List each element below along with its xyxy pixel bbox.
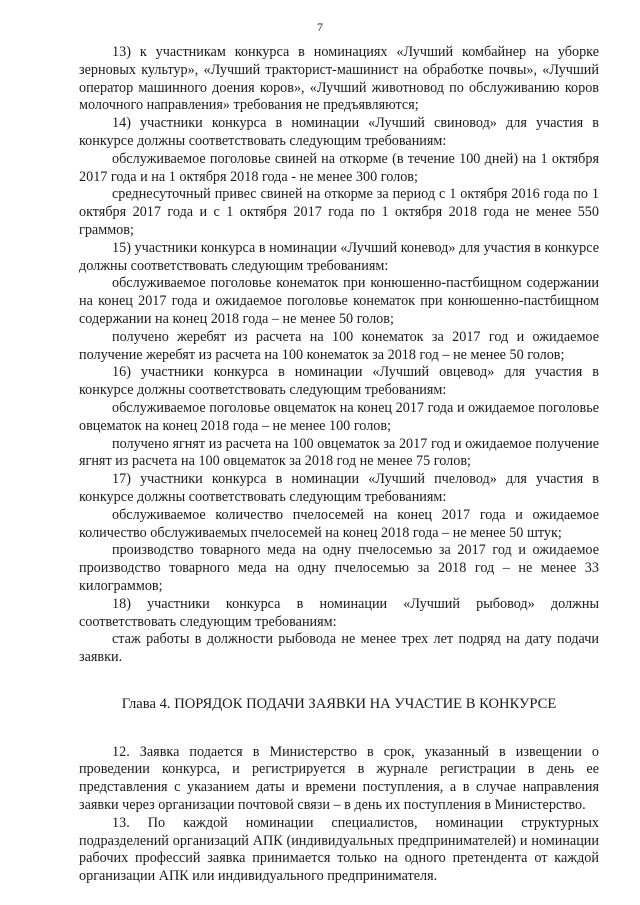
clause-18-paragraph: 18) участники конкурса в номинации «Лучший рыбовод» должны соответствовать следующим требованиям: bbox=[79, 595, 599, 630]
chapter-heading: Глава 4. ПОРЯДОК ПОДАЧИ ЗАЯВКИ НА УЧАСТИЕ В КОНКУРСЕ bbox=[121, 695, 557, 712]
lamb-yield-requirement: получено ягнят из расчета на 100 овцематок за 2017 год и ожидаемое получение ягнят из расчета на 100 овцематок за 2018 год не менее 75 голов; bbox=[79, 435, 599, 470]
clause-16-paragraph: 16) участники конкурса в номинации «Лучший овцевод» для участия в конкурсе должны соответствовать следующим требованиям: bbox=[79, 364, 599, 399]
fish-farmer-experience-requirement: стаж работы в должности рыбовода не менее трех лет подряд на дату подачи заявки. bbox=[79, 631, 599, 666]
foal-yield-requirement: получено жеребят из расчета на 100 конематок за 2017 год и ожидаемое получение жеребят из расчета на 100 конематок за 2018 год – не менее 50 голов; bbox=[79, 328, 599, 363]
clause-13-paragraph: 13) к участникам конкурса в номинациях «Лучший комбайнер на уборке зерновых культур», «Лучший тракторист-машинист на обработке почвы», «Лучший оператор машинного доения коров», «Лучший животновод по обслуживанию коров молочного направления» требования не предъявляются; bbox=[79, 44, 599, 114]
bee-colony-requirement: обслуживаемое количество пчелосемей на конец 2017 года и ожидаемое количество обслуживаемых пчелосемей на конец 2018 года – не менее 50 штук; bbox=[79, 506, 599, 541]
pig-herd-requirement: обслуживаемое поголовье свиней на откорме (в течение 100 дней) на 1 октября 2017 года и на 1 октября 2018 года - не менее 300 голов; bbox=[79, 150, 599, 185]
ewe-herd-requirement: обслуживаемое поголовье овцематок на конец 2017 года и ожидаемое поголовье овцематок на конец 2018 года – не менее 100 голов; bbox=[79, 399, 599, 434]
clause-14-paragraph: 14) участники конкурса в номинации «Лучший свиновод» для участия в конкурсе должны соответствовать следующим требованиям: bbox=[79, 115, 599, 149]
mare-herd-requirement: обслуживаемое поголовье конематок при конюшенно-пастбищном содержании на конец 2017 года и ожидаемое поголовье конематок при конюшенно-пастбищном содержании на конец 2018 года – не менее 50 голов; bbox=[79, 275, 599, 327]
clause-17-paragraph: 17) участники конкурса в номинации «Лучший пчеловод» для участия в конкурсе должны соответствовать следующим требованиям: bbox=[79, 471, 599, 505]
clause-15-paragraph: 15) участники конкурса в номинации «Лучший коневод» для участия в конкурсе должны соответствовать следующим требованиям: bbox=[79, 239, 599, 274]
clause-12-application-paragraph: 12. Заявка подается в Министерство в срок, указанный в извещении о проведении конкурса, и регистрируется в журнале регистрации в день ее представления с указанием даты и времени поступления, а в случае направления заявки через организации почтовой связи – в день их поступления в Министерство. bbox=[79, 743, 599, 814]
clause-13-application-paragraph: 13. По каждой номинации специалистов, номинации структурных подразделений организаций АПК (индивидуальных предпринимателей) и номинации рабочих профессий заявка принимается только на одного претендента от каждой организации АПК или индивидуального предпринимателя. bbox=[79, 814, 599, 885]
document-body bbox=[79, 44, 599, 886]
honey-production-requirement: производство товарного меда на одну пчелосемью за 2017 год и ожидаемое производство товарного меда на одну пчелосемью за 2018 год – не менее 33 килограммов; bbox=[79, 542, 599, 594]
page-number: 7 bbox=[317, 20, 323, 34]
pig-weight-gain-requirement: среднесуточный привес свиней на откорме за период с 1 октября 2016 года по 1 октября 2017 года и с 1 октября 2017 года по 1 октября 2018 года не менее 550 граммов; bbox=[79, 186, 599, 238]
